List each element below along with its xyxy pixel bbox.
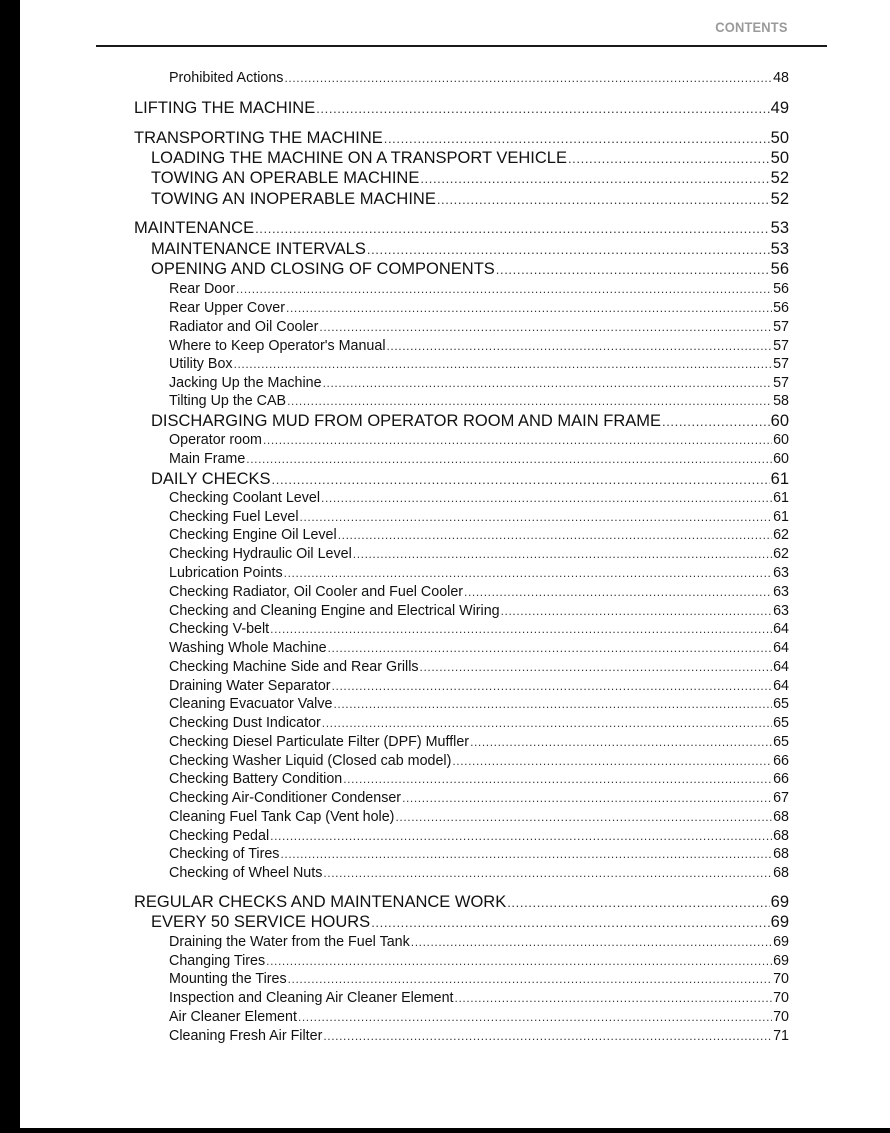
toc-entry-page-number: 70 [773,1009,789,1025]
page-header-title: CONTENTS [715,19,788,35]
toc-entry-page-number: 69 [770,893,789,911]
toc-entry-page-number: 68 [773,846,789,862]
toc-entry-title: Operator room [169,432,262,448]
toc-entry-title: Washing Whole Machine [169,640,327,656]
toc-dot-leader [507,895,769,910]
toc-entry-page-number: 57 [773,375,789,391]
toc-entry-title: TRANSPORTING THE MACHINE [134,129,383,147]
toc-dot-leader [496,262,770,277]
toc-entry[interactable] [169,753,789,769]
toc-entry[interactable] [169,790,789,806]
toc-dot-leader [338,528,772,542]
toc-entry-title: TOWING AN OPERABLE MACHINE [151,169,420,187]
toc-dot-leader [501,604,772,618]
toc-entry-title: MAINTENANCE [134,219,255,237]
toc-entry-page-number: 49 [770,99,789,117]
toc-entry[interactable] [169,678,789,694]
toc-entry-page-number: 69 [773,934,789,950]
toc-entry-page-number: 62 [773,527,789,543]
toc-entry[interactable] [169,546,789,562]
toc-entry[interactable] [169,621,789,637]
toc-dot-leader [470,735,772,749]
toc-entry-title: Cleaning Evacuator Valve [169,696,333,712]
toc-dot-leader [332,679,773,693]
toc-entry-title: Inspection and Cleaning Air Cleaner Element [169,990,454,1006]
toc-entry[interactable] [169,281,789,297]
toc-entry[interactable] [169,319,789,335]
toc-entry[interactable] [134,99,789,118]
toc-entry-title: Checking of Tires [169,846,280,862]
toc-dot-leader [234,357,773,371]
toc-entry-page-number: 63 [773,565,789,581]
toc-entry-page-number: 50 [770,129,789,147]
toc-entry-page-number: 57 [773,319,789,335]
toc-entry-title: Checking Coolant Level [169,490,321,506]
toc-entry[interactable] [169,356,789,372]
toc-entry-title: Where to Keep Operator's Manual [169,338,386,354]
toc-entry-page-number: 58 [773,393,789,409]
toc-entry-title: Radiator and Oil Cooler [169,319,319,335]
toc-dot-leader [266,954,772,968]
toc-entry-title: Checking Battery Condition [169,771,343,787]
toc-entry[interactable] [169,696,789,712]
toc-dot-leader [367,242,770,257]
toc-entry-title: Main Frame [169,451,246,467]
toc-dot-leader [321,491,772,505]
toc-entry[interactable] [169,1028,789,1044]
toc-entry-title: LIFTING THE MACHINE [134,99,316,117]
toc-entry-page-number: 66 [773,753,789,769]
toc-entry[interactable] [169,953,789,969]
toc-entry-page-number: 52 [770,190,789,208]
toc-entry[interactable] [169,934,789,950]
toc-entry-title: Checking Dust Indicator [169,715,321,731]
toc-entry[interactable] [134,893,789,912]
toc-entry-title: Checking Radiator, Oil Cooler and Fuel Cooler [169,584,464,600]
toc-entry-title: Tilting Up the CAB [169,393,287,409]
toc-entry[interactable] [169,375,789,391]
toc-dot-leader [323,1029,772,1043]
toc-entry-page-number: 64 [773,659,789,675]
toc-entry-title: Draining Water Separator [169,678,331,694]
toc-entry-title: Checking V-belt [169,621,270,637]
toc-entry-title: Air Cleaner Element [169,1009,297,1025]
toc-entry-page-number: 52 [770,169,789,187]
toc-entry-page-number: 61 [773,509,789,525]
toc-entry-title: Checking Diesel Particulate Filter (DPF) Muffler [169,734,470,750]
toc-entry-title: Mounting the Tires [169,971,287,987]
toc-entry-title: DISCHARGING MUD FROM OPERATOR ROOM AND MAIN FRAME [151,412,661,430]
toc-entry-page-number: 62 [773,546,789,562]
toc-entry-page-number: 64 [773,640,789,656]
toc-entry-title: Checking Engine Oil Level [169,527,337,543]
toc-entry[interactable] [169,527,789,543]
toc-entry-title: Utility Box [169,356,233,372]
toc-entry-page-number: 67 [773,790,789,806]
toc-entry-page-number: 68 [773,865,789,881]
toc-entry[interactable] [151,240,789,259]
toc-dot-leader [270,829,772,843]
toc-entry[interactable] [169,490,789,506]
toc-dot-leader [328,641,772,655]
bottom-border-bar [0,1128,890,1133]
toc-entry-title: Changing Tires [169,953,266,969]
toc-entry-title: Checking Fuel Level [169,509,299,525]
toc-entry-title: Rear Door [169,281,235,297]
toc-entry-page-number: 61 [773,490,789,506]
toc-entry-page-number: 66 [773,771,789,787]
toc-dot-leader [323,866,772,880]
toc-entry[interactable] [169,300,789,316]
toc-entry-title: REGULAR CHECKS AND MAINTENANCE WORK [134,893,507,911]
toc-entry[interactable] [169,432,789,448]
toc-entry[interactable] [169,990,789,1006]
toc-dot-leader [236,282,772,296]
toc-dot-leader [353,547,772,561]
toc-entry-page-number: 48 [773,70,789,86]
toc-dot-leader [437,192,770,207]
toc-entry-title: LOADING THE MACHINE ON A TRANSPORT VEHICLE [151,149,567,167]
toc-dot-leader [322,716,772,730]
toc-entry-page-number: 56 [770,260,789,278]
toc-entry[interactable] [151,260,789,279]
toc-entry-page-number: 71 [773,1028,789,1044]
toc-dot-leader [662,414,770,429]
toc-entry-page-number: 68 [773,828,789,844]
toc-dot-leader [280,847,772,861]
toc-entry[interactable] [169,846,789,862]
toc-entry-title: TOWING AN INOPERABLE MACHINE [151,190,436,208]
toc-dot-leader [384,131,770,146]
toc-entry-title: MAINTENANCE INTERVALS [151,240,366,258]
toc-entry-page-number: 63 [773,603,789,619]
toc-entry[interactable] [151,190,789,209]
toc-dot-leader [395,810,772,824]
left-border-bar [0,0,20,1133]
toc-entry-page-number: 70 [773,971,789,987]
toc-entry-title: Cleaning Fresh Air Filter [169,1028,323,1044]
toc-entry[interactable] [169,584,789,600]
toc-dot-leader [333,697,772,711]
toc-entry[interactable] [169,809,789,825]
toc-entry[interactable] [151,913,789,932]
toc-entry[interactable] [169,1009,789,1025]
toc-entry-title: Jacking Up the Machine [169,375,322,391]
toc-entry-title: EVERY 50 SERVICE HOURS [151,913,371,931]
toc-entry-title: Draining the Water from the Fuel Tank [169,934,410,950]
toc-dot-leader [387,339,773,353]
toc-entry[interactable] [169,659,789,675]
toc-entry[interactable] [134,219,789,238]
toc-entry-title: Prohibited Actions [169,70,284,86]
toc-entry[interactable] [151,470,789,489]
toc-dot-leader [402,791,772,805]
toc-entry[interactable] [134,129,789,148]
toc-entry[interactable] [169,451,789,467]
toc-dot-leader [452,754,772,768]
toc-entry[interactable] [169,734,789,750]
header-divider [96,45,827,47]
toc-entry-title: Checking and Cleaning Engine and Electrical Wiring [169,603,500,619]
toc-entry[interactable] [169,70,789,86]
toc-dot-leader [411,935,772,949]
toc-dot-leader [420,660,773,674]
toc-entry-page-number: 65 [773,696,789,712]
toc-entry[interactable] [169,715,789,731]
toc-dot-leader [272,472,770,487]
toc-entry-page-number: 64 [773,678,789,694]
toc-entry-page-number: 69 [773,953,789,969]
toc-entry[interactable] [169,640,789,656]
toc-entry[interactable] [169,865,789,881]
toc-entry[interactable] [151,169,789,188]
toc-entry-title: Checking Washer Liquid (Closed cab model) [169,753,452,769]
toc-dot-leader [246,452,772,466]
toc-entry-page-number: 53 [770,219,789,237]
toc-entry[interactable] [169,828,789,844]
toc-entry-page-number: 68 [773,809,789,825]
toc-dot-leader [568,151,770,166]
toc-entry-title: OPENING AND CLOSING OF COMPONENTS [151,260,495,278]
toc-dot-leader [371,915,769,930]
toc-entry[interactable] [169,771,789,787]
toc-dot-leader [323,376,773,390]
toc-dot-leader [464,585,772,599]
toc-dot-leader [286,301,772,315]
toc-entry-page-number: 56 [773,281,789,297]
toc-entry-page-number: 53 [770,240,789,258]
toc-dot-leader [420,171,769,186]
toc-entry-title: Checking Machine Side and Rear Grills [169,659,419,675]
toc-entry[interactable] [169,971,789,987]
toc-entry-title: Cleaning Fuel Tank Cap (Vent hole) [169,809,395,825]
toc-entry[interactable] [169,509,789,525]
toc-entry-page-number: 60 [773,432,789,448]
toc-entry-title: Checking Pedal [169,828,270,844]
toc-entry-page-number: 65 [773,715,789,731]
toc-dot-leader [316,101,769,116]
toc-entry-title: Checking Air-Conditioner Condenser [169,790,402,806]
toc-dot-leader [300,510,773,524]
toc-entry[interactable] [169,565,789,581]
toc-entry-page-number: 57 [773,356,789,372]
toc-entry[interactable] [169,603,789,619]
toc-dot-leader [263,433,772,447]
toc-dot-leader [255,221,770,236]
toc-dot-leader [343,772,772,786]
toc-entry[interactable] [169,338,789,354]
toc-entry-title: Rear Upper Cover [169,300,286,316]
toc-entry[interactable] [151,412,789,431]
toc-entry-page-number: 61 [770,470,789,488]
toc-entry[interactable] [169,393,789,409]
toc-dot-leader [455,991,773,1005]
toc-dot-leader [284,71,772,85]
toc-entry-page-number: 60 [770,412,789,430]
toc-entry[interactable] [151,149,789,168]
toc-dot-leader [319,320,772,334]
toc-entry-page-number: 60 [773,451,789,467]
toc-entry-page-number: 64 [773,621,789,637]
toc-entry-page-number: 63 [773,584,789,600]
toc-entry-title: Checking Hydraulic Oil Level [169,546,352,562]
toc-dot-leader [287,394,772,408]
toc-entry-page-number: 70 [773,990,789,1006]
toc-entry-title: Lubrication Points [169,565,283,581]
toc-dot-leader [288,972,772,986]
toc-dot-leader [284,566,772,580]
toc-entry-page-number: 56 [773,300,789,316]
toc-entry-title: DAILY CHECKS [151,470,271,488]
toc-dot-leader [298,1010,772,1024]
toc-entry-page-number: 65 [773,734,789,750]
toc-entry-title: Checking of Wheel Nuts [169,865,323,881]
toc-entry-page-number: 50 [770,149,789,167]
toc-dot-leader [270,622,772,636]
toc-entry-page-number: 57 [773,338,789,354]
toc-entry-page-number: 69 [770,913,789,931]
